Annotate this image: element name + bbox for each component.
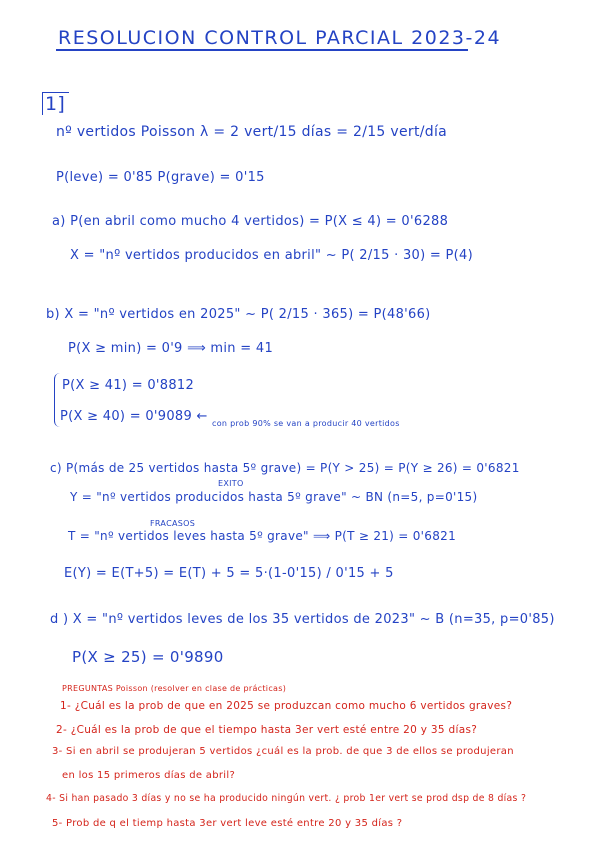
question-3: 3- Si en abril se produjeran 5 vertidos ¿cuál es la prob. de que 3 de ellos se produjeran (52, 746, 514, 757)
part-b-note: con prob 90% se van a producir 40 vertidos (212, 419, 400, 428)
question-2: 2- ¿Cuál es la prob de que el tiempo hasta 3er vert esté entre 20 y 35 días? (56, 724, 478, 736)
part-b-definition: b) X = "nº vertidos en 2025" ~ P( 2/15 · 365) = P(48'66) (46, 307, 431, 322)
line-poisson-rate: nº vertidos Poisson λ = 2 vert/15 días = 2/15 vert/día (56, 124, 448, 140)
title-underline (56, 49, 468, 51)
section-label: 1] (42, 92, 69, 115)
question-3-continued: en los 15 primeros días de abril? (62, 770, 236, 781)
part-c-definition-t: T = "nº vertidos leves hasta 5º grave" ⟹ P(T ≥ 21) = 0'6821 (68, 529, 457, 543)
page-title: RESOLUCION CONTROL PARCIAL 2023-24 (58, 27, 502, 49)
part-d-result: P(X ≥ 25) = 0'9890 (72, 648, 224, 666)
part-c-fracasos-label: FRACASOS (150, 519, 196, 528)
part-b-min: P(X ≥ min) = 0'9 ⟹ min = 41 (68, 341, 274, 356)
questions-header: PREGUNTAS Poisson (resolver en clase de prácticas) (62, 684, 287, 693)
part-b-41: P(X ≥ 41) = 0'8812 (62, 378, 195, 393)
line-probabilities: P(leve) = 0'85 P(grave) = 0'15 (56, 170, 265, 185)
part-c-result: c) P(más de 25 vertidos hasta 5º grave) = P(Y > 25) = P(Y ≥ 26) = 0'6821 (50, 461, 520, 475)
question-4: 4- Si han pasado 3 días y no se ha producido ningún vert. ¿ prob 1er vert se prod dsp de 8 días ? (46, 793, 527, 804)
part-c-definition-y: Y = "nº vertidos producidos hasta 5º grave" ~ BN (n=5, p=0'15) (70, 490, 478, 504)
question-5: 5- Prob de q el tiemp hasta 3er vert leve esté entre 20 y 35 días ? (52, 818, 403, 829)
part-b-40: P(X ≥ 40) = 0'9089 ← (60, 409, 208, 424)
question-1: 1- ¿Cuál es la prob de que en 2025 se produzcan como mucho 6 vertidos graves? (60, 700, 513, 712)
part-a-definition: X = "nº vertidos producidos en abril" ~ P( 2/15 · 30) = P(4) (70, 248, 473, 263)
part-c-exito-label: EXITO (218, 479, 244, 488)
part-d-definition: d ) X = "nº vertidos leves de los 35 vertidos de 2023" ~ B (n=35, p=0'85) (50, 612, 555, 627)
part-a-result: a) P(en abril como mucho 4 vertidos) = P(X ≤ 4) = 0'6288 (52, 214, 449, 229)
part-c-expectation: E(Y) = E(T+5) = E(T) + 5 = 5·(1-0'15) / 0'15 + 5 (64, 566, 394, 581)
